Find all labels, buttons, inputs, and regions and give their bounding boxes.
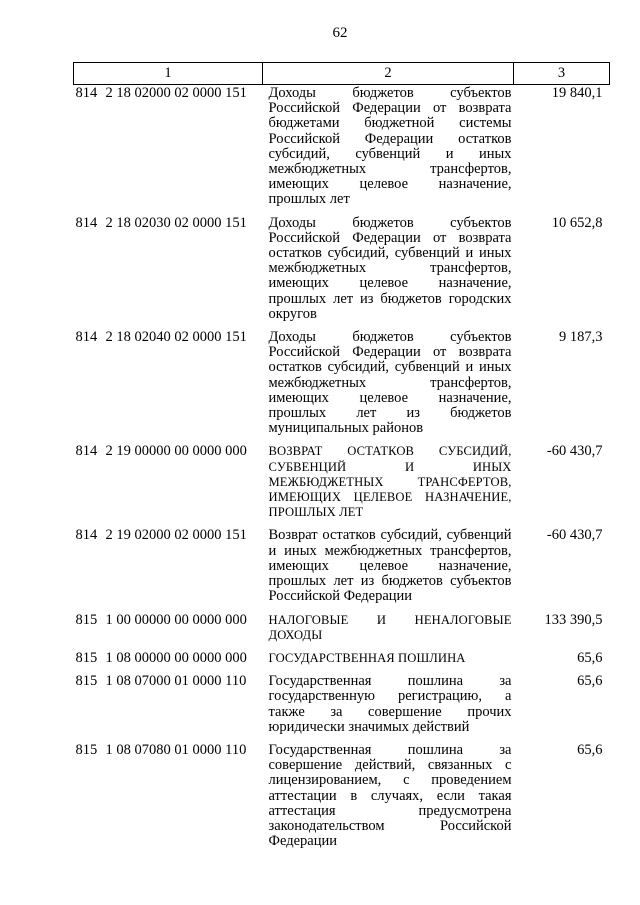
classification-code-cell	[74, 673, 263, 742]
revenue-amount: 10 652,8	[551, 214, 603, 231]
administrator-code: 814	[75, 443, 98, 460]
revenue-name: Доходы бюджетов субъектов Российской Федерации от возврата остатков субсидий, субвенций и иных межбюджетных трансфертов, имеющих целевое назначение, прошлых лет из бюджетов городских округов	[268, 214, 512, 322]
revenue-name: ГОСУДАРСТВЕННАЯ ПОШЛИНА	[268, 650, 466, 665]
table-row	[74, 650, 610, 673]
revenue-name: Доходы бюджетов субъектов Российской Федерации от возврата остатков субсидий, субвенций и иных межбюджетных трансфертов, имеющих целевое назначение, прошлых лет из бюджетов муниципальных районов	[268, 329, 512, 437]
classification-code-cell	[74, 650, 263, 673]
administrator-code: 815	[75, 611, 98, 628]
administrator-code: 814	[75, 85, 98, 101]
revenue-code: 1 08 07000 01 0000 110	[105, 673, 247, 690]
classification-code-cell	[74, 329, 263, 443]
administrator-code: 814	[75, 214, 98, 231]
table-row	[74, 215, 610, 329]
column-header-name: 2	[263, 63, 514, 85]
table-row	[74, 742, 610, 849]
administrator-code: 814	[75, 527, 98, 544]
classification-code-cell	[74, 742, 263, 849]
revenue-amount: 19 840,1	[551, 85, 603, 101]
classification-code-cell	[74, 443, 263, 527]
classification-code-cell	[74, 527, 263, 611]
revenue-code: 2 19 02000 02 0000 151	[105, 527, 247, 544]
revenue-amount: -60 430,7	[546, 443, 603, 460]
revenue-amount: 65,6	[577, 741, 603, 758]
revenue-code: 1 08 07080 01 0000 110	[105, 741, 247, 758]
revenue-name: ВОЗВРАТ ОСТАТКОВ СУБСИДИЙ, СУБВЕНЦИЙ И ИНЫХ МЕЖБЮДЖЕТНЫХ ТРАНСФЕРТОВ, ИМЕЮЩИХ ЦЕЛЕВОЕ НАЗНАЧЕНИЕ, ПРОШЛЫХ ЛЕТ	[268, 444, 512, 520]
administrator-code: 815	[75, 673, 98, 690]
revenue-code: 1 00 00000 00 0000 000	[105, 611, 247, 628]
column-header-amount: 3	[514, 63, 610, 85]
table-row	[74, 329, 610, 443]
revenue-code: 1 08 00000 00 0000 000	[105, 649, 247, 666]
classification-code-cell	[74, 612, 263, 650]
revenue-name: Государственная пошлина за совершение действий, связанных с лицензированием, с проведением аттестации в случаях, если такая аттестация предусмотрена законодательством Российской Федерации	[268, 741, 512, 850]
revenue-name: Государственная пошлина за государственную регистрацию, а также за совершение прочих юридически значимых действий	[268, 673, 512, 735]
table-row	[74, 673, 610, 742]
revenue-amount: 133 390,5	[544, 611, 603, 628]
table-row	[74, 527, 610, 611]
revenue-name: НАЛОГОВЫЕ И НЕНАЛОГОВЫЕ ДОХОДЫ	[268, 612, 512, 642]
classification-code-cell	[74, 215, 263, 329]
administrator-code: 815	[75, 741, 98, 758]
page-number: 62	[332, 25, 348, 41]
revenue-name: Доходы бюджетов субъектов Российской Федерации от возврата бюджетами бюджетной системы Российской Федерации остатков субсидий, субвенций и иных межбюджетных трансфертов, имеющих целевое назначение, прошлых лет	[268, 85, 512, 208]
revenue-code: 2 18 02030 02 0000 151	[105, 214, 247, 231]
administrator-code: 815	[75, 649, 98, 666]
administrator-code: 814	[75, 329, 98, 346]
revenue-code: 2 19 00000 00 0000 000	[105, 443, 247, 460]
table-header-row	[74, 63, 610, 85]
revenue-table	[73, 62, 610, 849]
table-row	[74, 443, 610, 527]
revenue-amount: 65,6	[577, 649, 603, 666]
revenue-code: 2 18 02040 02 0000 151	[105, 329, 247, 346]
column-header-code: 1	[74, 63, 263, 85]
revenue-name: Возврат остатков субсидий, субвенций и иных межбюджетных трансфертов, имеющих целевое назначение, прошлых лет из бюджетов субъектов Российской Федерации	[268, 527, 512, 605]
table-row	[74, 85, 610, 215]
revenue-code: 2 18 02000 02 0000 151	[105, 85, 247, 101]
revenue-amount: -60 430,7	[546, 527, 603, 544]
table-row	[74, 612, 610, 650]
classification-code-cell	[74, 85, 263, 215]
revenue-amount: 9 187,3	[559, 329, 603, 346]
revenue-amount: 65,6	[577, 673, 603, 690]
